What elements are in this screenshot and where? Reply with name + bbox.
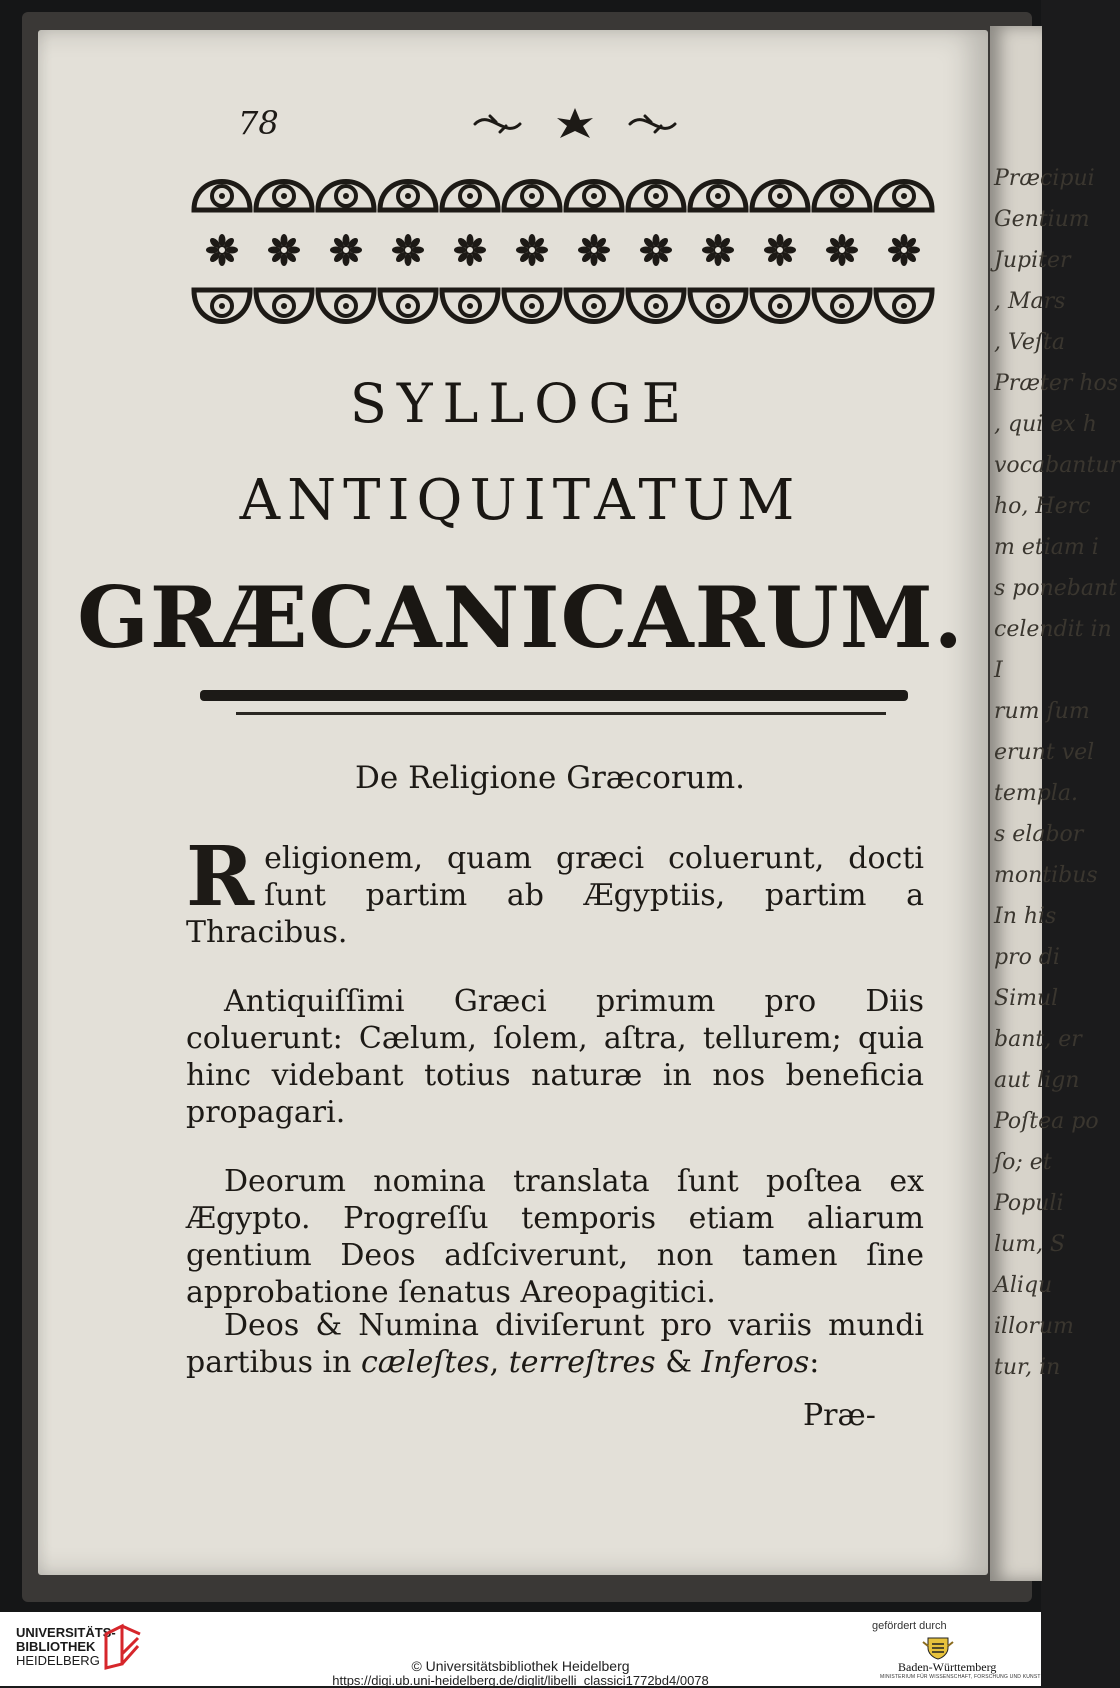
sponsor-name: Baden-Württemberg — [898, 1660, 997, 1674]
band-scroll-bottom — [256, 290, 312, 322]
band-rosette — [454, 234, 486, 266]
coat-of-arms-icon — [922, 1636, 954, 1660]
band-rosette — [764, 234, 796, 266]
paragraph-2: Antiquiſſimi Græci primum pro Diis coluerunt: Cælum, ſolem, aſtra, tellurem; quia hinc videbant totius naturæ in nos beneficia propagari. — [186, 984, 924, 1130]
facing-page-fragment: vocabantur — [994, 453, 1120, 478]
paragraph-4-text: Deos & Numina diviſerunt pro variis mundi partibus in — [186, 1308, 924, 1380]
band-rosette — [206, 234, 238, 266]
band-scroll-top — [876, 182, 932, 211]
facing-page-fragment: Jupiter — [994, 248, 1071, 273]
band-scroll-bottom — [628, 290, 684, 322]
facing-page-fragment: templa. — [994, 781, 1078, 806]
paragraph-1-text: eligionem, quam græci coluerunt, docti ſunt partim ab Ægyptiis, partim a Thracibus. — [186, 841, 924, 950]
permalink-url[interactable]: https://digi.ub.uni-heidelberg.de/diglit/libelli_classici1772bd4/0078 — [332, 1673, 709, 1688]
separator-1: , — [489, 1345, 509, 1380]
sponsor-label: gefördert durch — [872, 1620, 947, 1632]
facing-page-fragment: rum ſum — [994, 699, 1090, 724]
band-scroll-top — [628, 182, 684, 211]
band-scroll-top — [194, 182, 250, 211]
band-scroll-bottom — [318, 290, 374, 322]
facing-page-fragment: Gentium — [994, 207, 1090, 232]
title-line-2: ANTIQUITATUM — [239, 468, 802, 533]
facing-page-fragment: ho, Herc — [994, 494, 1091, 519]
band-scroll-bottom — [194, 290, 250, 322]
facing-page-fragment: celendit in — [994, 617, 1112, 642]
band-rosette — [516, 234, 548, 266]
band-rosette — [640, 234, 672, 266]
library-line-2: BIBLIOTHEK — [16, 1639, 96, 1654]
facing-page-fragment: lum, S — [994, 1232, 1066, 1257]
band-rosette — [268, 234, 300, 266]
facing-page-fragment: Præcipui — [994, 166, 1095, 191]
band-scroll-bottom — [504, 290, 560, 322]
double-rule-thin — [236, 712, 886, 715]
paragraph-1 — [186, 829, 924, 951]
band-scroll-top — [814, 182, 870, 211]
band-scroll-bottom — [690, 290, 746, 322]
facing-page-fragment: ſo; et — [994, 1150, 1052, 1175]
band-scroll-bottom — [566, 290, 622, 322]
copyright-notice: © Universitätsbibliothek Heidelberg — [411, 1658, 630, 1674]
facing-page-fragment: pro di — [994, 945, 1060, 970]
band-scroll-bottom — [814, 290, 870, 322]
facing-page-fragment: erunt vel — [994, 740, 1095, 765]
facing-page-fragment: illorum — [994, 1314, 1074, 1339]
band-rosette — [578, 234, 610, 266]
paragraph-4 — [186, 1307, 924, 1381]
band-rosette — [888, 234, 920, 266]
library-line-3: HEIDELBERG — [16, 1653, 100, 1668]
facing-page-fragment: In his — [994, 904, 1057, 929]
viewer-footer — [0, 1612, 1041, 1686]
band-rosette — [330, 234, 362, 266]
section-heading: De Religione Græcorum. — [355, 760, 745, 796]
sponsor-ministry: MINISTERIUM FÜR WISSENSCHAFT, FORSCHUNG UND KUNST — [880, 1674, 1041, 1680]
facing-page-fragment: m etiam i — [994, 535, 1099, 560]
band-scroll-top — [566, 182, 622, 211]
facing-page-fragment: Aliqu — [994, 1273, 1053, 1298]
facing-page-fragment: Præter hos — [994, 371, 1119, 396]
facing-page-fragment: s ponebant — [994, 576, 1118, 601]
band-scroll-bottom — [752, 290, 808, 322]
band-scroll-bottom — [380, 290, 436, 322]
facing-page-edge — [990, 26, 1120, 1581]
band-scroll-top — [380, 182, 436, 211]
facing-page-fragment: , Mars — [994, 289, 1066, 314]
band-scroll-top — [256, 182, 312, 211]
italic-inferos: Inferos — [701, 1345, 810, 1380]
drop-cap: R — [186, 829, 255, 925]
italic-terrestres: terreſtres — [508, 1345, 656, 1380]
band-scroll-top — [318, 182, 374, 211]
band-rosette — [702, 234, 734, 266]
page-number: 78 — [238, 104, 279, 142]
catchword: Præ- — [803, 1398, 876, 1433]
decorative-header-band — [190, 162, 938, 340]
band-scroll-top — [690, 182, 746, 211]
paragraph-3: Deorum nomina translata ſunt poſtea ex Ægypto. Progreſſu temporis etiam aliarum gentium Deos adſciverunt, non tamen ſine approbatione ſenatus Areopagitici. — [186, 1164, 924, 1310]
band-scroll-top — [442, 182, 498, 211]
paragraph-4-end: : — [809, 1345, 820, 1380]
band-scroll-bottom — [442, 290, 498, 322]
band-scroll-top — [504, 182, 560, 211]
facing-page-fragment: Simul — [994, 986, 1059, 1011]
fleuron-ornament — [470, 104, 680, 144]
facing-page-fragment: I — [994, 658, 1003, 683]
facing-page-fragment: tur, in — [994, 1355, 1061, 1380]
library-line-1: UNIVERSITÄTS- — [16, 1625, 116, 1640]
facing-page-fragment: aut lign — [994, 1068, 1080, 1093]
separator-2: & — [655, 1345, 702, 1380]
band-scroll-bottom — [876, 290, 932, 322]
double-rule-thick — [200, 690, 908, 701]
facing-page-fragment: , Veſta — [994, 330, 1065, 355]
facing-page-fragment: bant, er — [994, 1027, 1082, 1052]
facing-page-fragment: Poſtea po — [994, 1109, 1099, 1134]
title-line-1: SYLLOGE — [349, 372, 692, 435]
band-rosette — [392, 234, 424, 266]
facing-page-fragment: , qui ex h — [994, 412, 1097, 437]
band-scroll-top — [752, 182, 808, 211]
italic-caelestes: cæleſtes — [361, 1345, 490, 1380]
facing-page-fragment: Populi — [994, 1191, 1064, 1216]
facing-page-fragment: montibus — [994, 863, 1098, 888]
band-rosette — [826, 234, 858, 266]
facing-page-fragment: s elabor — [994, 822, 1084, 847]
title-line-3: GRÆCANICARUM. — [77, 568, 964, 667]
